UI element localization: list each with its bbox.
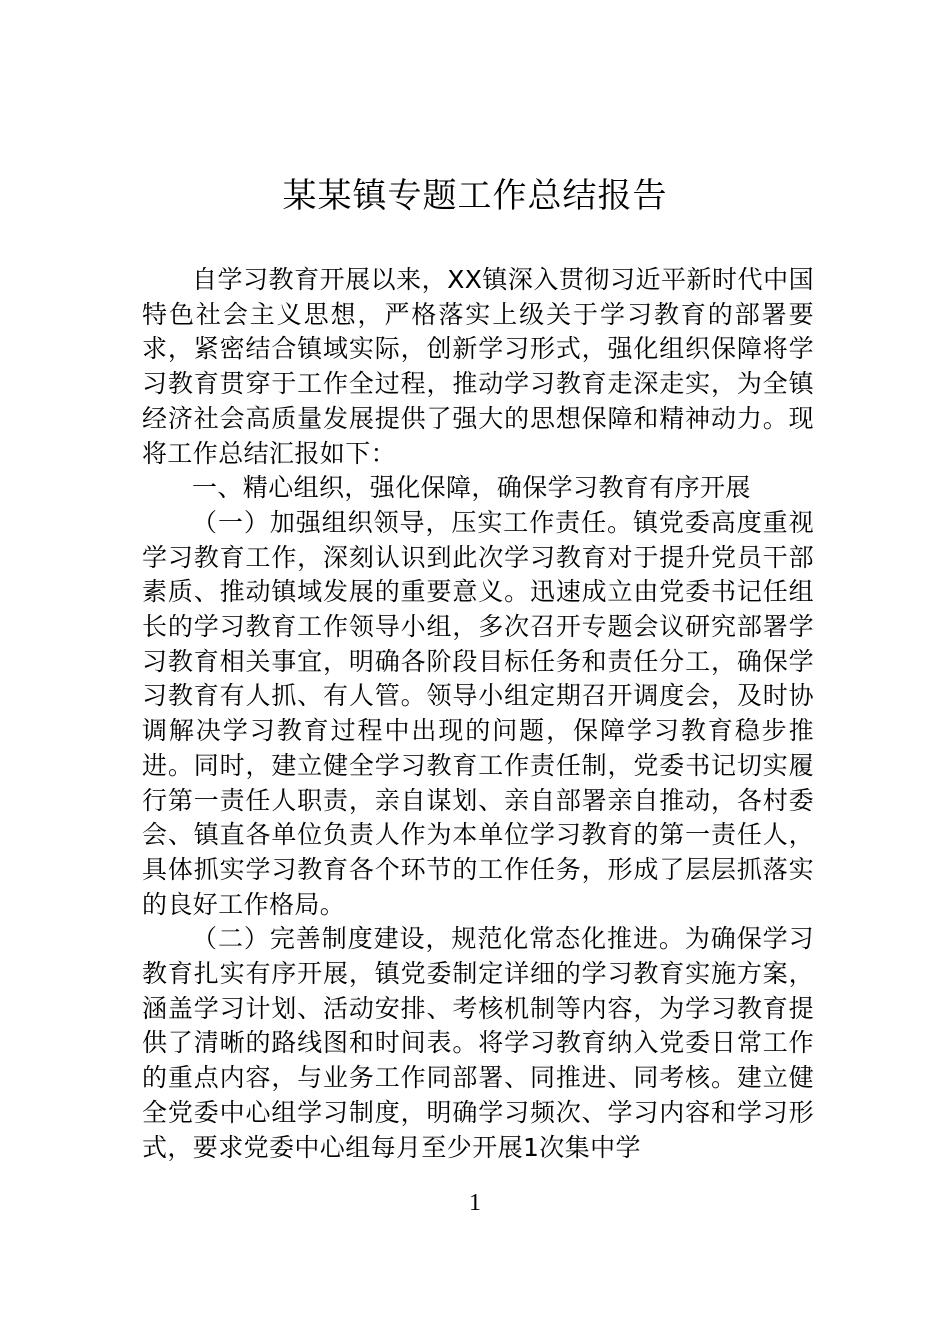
document-title: 某某镇专题工作总结报告 bbox=[282, 176, 668, 216]
page-number: 1 bbox=[469, 1190, 481, 1216]
subsection-paragraph-2: （二）完善制度建设，规范化常态化推进。为确保学习教育扎实有序开展，镇党委制定详细的学习教育实施方案，涵盖学习计划、活动安排、考核机制等内容，为学习教育提供了清晰的路线图和时间表。将学习教育纳入党委日常工作的重点内容，与业务工作同部署、同推进、同考核。建立健全党委中心组学习制度，明确学习频次、学习内容和学习形式，要求党委中心组每月至少开展1次集中学 bbox=[142, 924, 814, 1162]
subsection-paragraph-1: （一）加强组织领导，压实工作责任。镇党委高度重视学习教育工作，深刻认识到此次学习教育对于提升党员干部素质、推动镇域发展的重要意义。迅速成立由党委书记任组长的学习教育工作领导小组，多次召开专题会议研究部署学习教育相关事宜，明确各阶段目标任务和责任分工，确保学习教育有人抓、有人管。领导小组定期召开调度会，及时协调解决学习教育过程中出现的问题，保障学习教育稳步推进。同时，建立健全学习教育工作责任制，党委书记切实履行第一责任人职责，亲自谋划、亲自部署亲自推动，各村委会、镇直各单位负责人作为本单位学习教育的第一责任人，具体抓实学习教育各个环节的工作任务，形成了层层抓落实的良好工作格局。 bbox=[142, 507, 814, 919]
document-body bbox=[142, 263, 814, 1165]
intro-paragraph: 自学习教育开展以来，XX镇深入贯彻习近平新时代中国特色社会主义思想，严格落实上级关于学习教育的部署要求，紧密结合镇域实际，创新学习形式，强化组织保障将学习教育贯穿于工作全过程，推动学习教育走深走实，为全镇经济社会高质量发展提供了强大的思想保障和精神动力。现将工作总结汇报如下： bbox=[142, 265, 814, 468]
section-heading-1: 一、精心组织，强化保障，确保学习教育有序开展 bbox=[192, 473, 751, 503]
